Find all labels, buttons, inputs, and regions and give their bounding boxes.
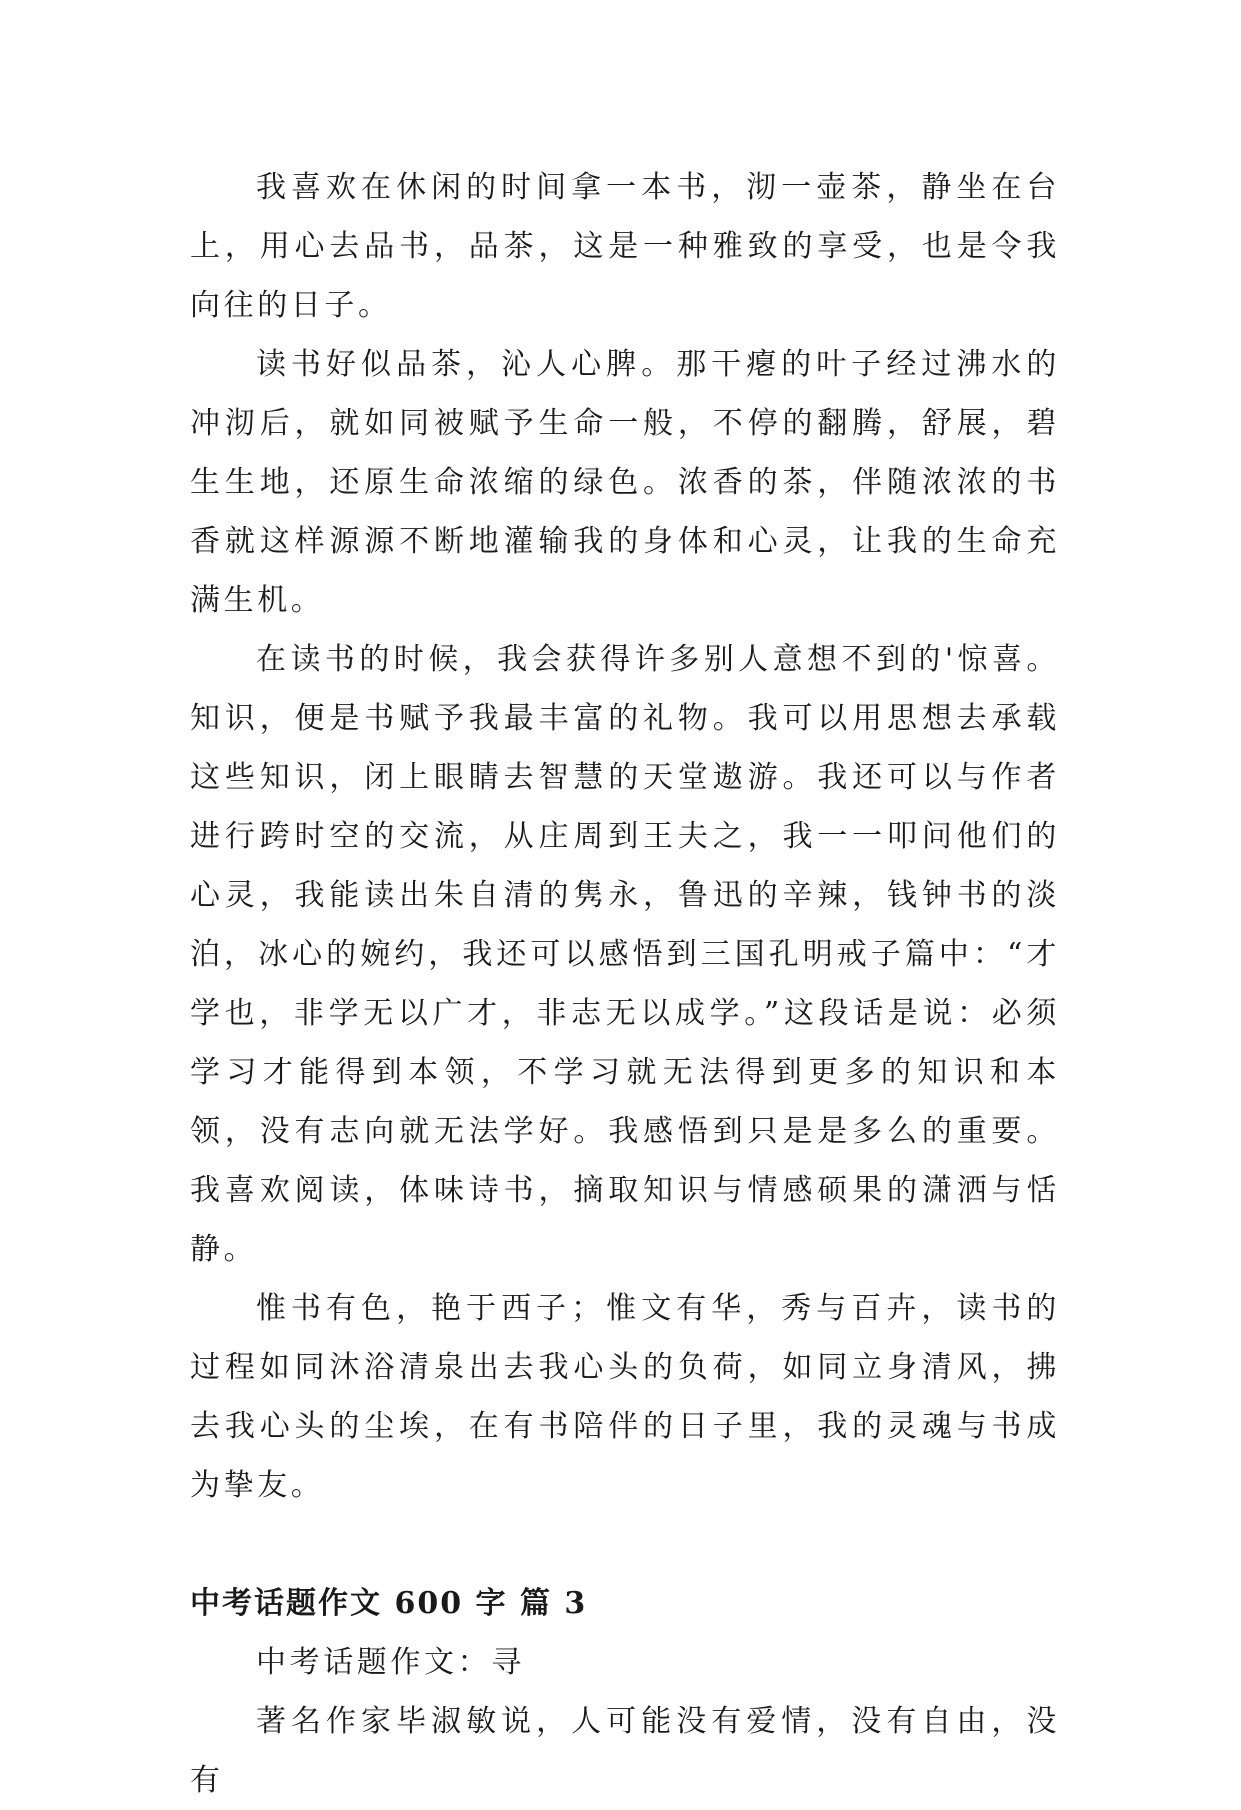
section-heading: 中考话题作文 600 字 篇 3 (190, 1586, 588, 1621)
paragraph-4: 惟书有色，艳于西子；惟文有华，秀与百卉，读书的过程如同沐浴清泉出去我心头的负荷，如同立身清风，拂去我心头的尘埃，在有书陪伴的日子里，我的灵魂与书成为挚友。 (190, 1291, 1060, 1503)
document-body (190, 158, 1060, 1810)
paragraph-1: 我喜欢在休闲的时间拿一本书，沏一壶茶，静坐在台上，用心去品书，品茶，这是一种雅致的享受，也是令我向往的日子。 (190, 170, 1060, 323)
paragraph-3: 在读书的时候，我会获得许多别人意想不到的'惊喜。知识，便是书赋予我最丰富的礼物。我可以用思想去承载这些知识，闭上眼睛去智慧的天堂遨游。我还可以与作者进行跨时空的交流，从庄周到王夫之，我一一叩问他们的心灵，我能读出朱自清的隽永，鲁迅的辛辣，钱钟书的淡泊，冰心的婉约，我还可以感悟到三国孔明戒子篇中：“才学也，非学无以广才，非志无以成学。”这段话是说：必须学习才能得到本领，不学习就无法得到更多的知识和本领，没有志向就无法学好。我感悟到只是是多么的重要。我喜欢阅读，体味诗书，摘取知识与情感硕果的潇洒与恬静。 (190, 642, 1060, 1267)
essay-title: 中考话题作文：寻 (256, 1645, 525, 1680)
paragraph-2: 读书好似品茶，沁人心脾。那干瘪的叶子经过沸水的冲沏后，就如同被赋予生命一般，不停的翻腾，舒展，碧生生地，还原生命浓缩的绿色。浓香的茶，伴随浓浓的书香就这样源源不断地灌输我的身体和心灵，让我的生命充满生机。 (190, 347, 1060, 618)
essay-opening-paragraph: 著名作家毕淑敏说，人可能没有爱情，没有自由，没有 (190, 1704, 1060, 1798)
